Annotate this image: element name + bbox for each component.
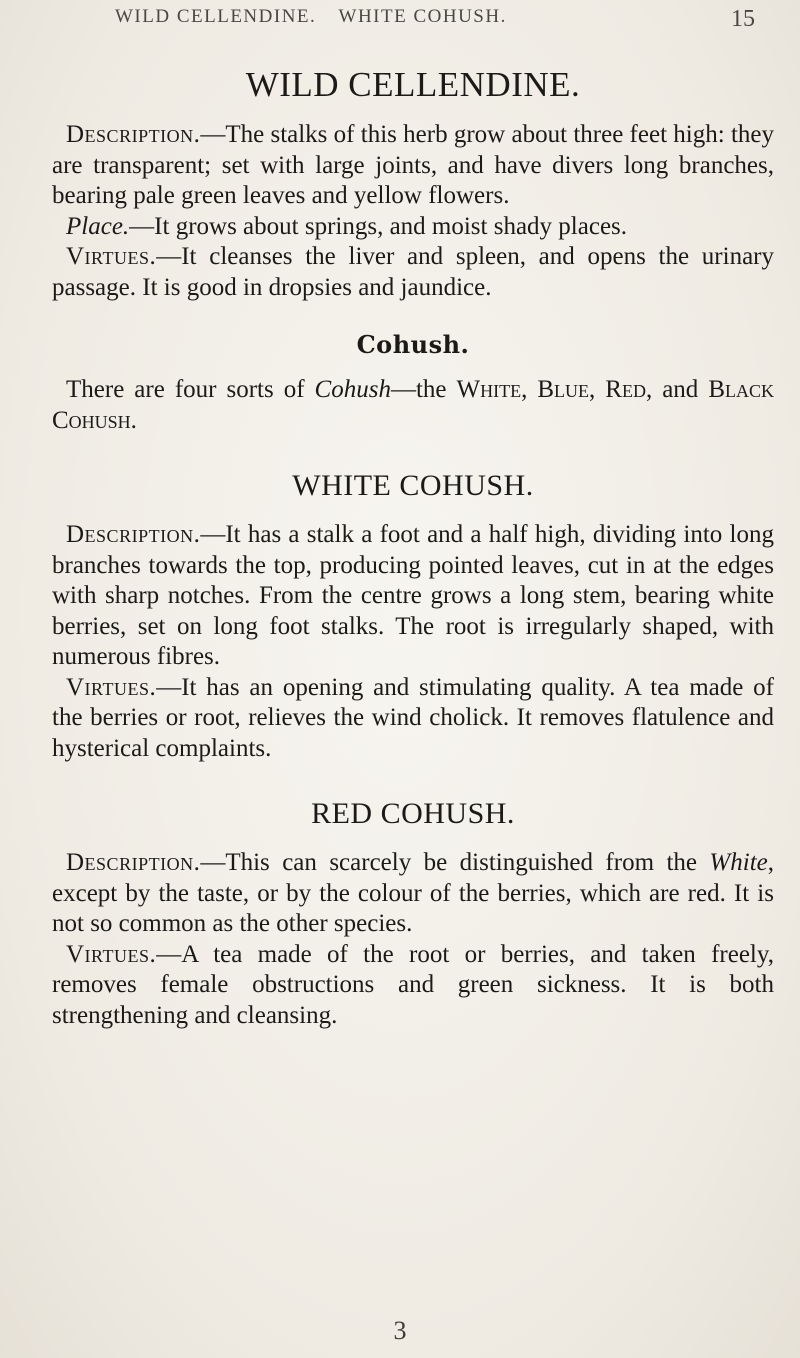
signature-mark: 3 [393,1316,407,1345]
description-label: Description. [66,849,201,876]
red-cohush-virtues [52,940,774,1032]
virtues-text: —It has an opening and stimulating quality. A tea made of the berries or root, relieves the wind cholick. It removes flatulence and hysterical complaints. [52,673,774,762]
place-label: Place. [66,212,130,240]
place-text: —It grows about springs, and moist shady places. [129,212,628,240]
description-text: —The stalks of this herb grow about three feet high: they are transparent; set with large joints, and have divers long branches, bearing pale green leaves and yellow flowers. [52,121,774,209]
red-cohush-title: RED COHUSH. [311,797,515,830]
virtues-label: Virtues. [66,673,157,701]
cohush-intro-after: —the [390,376,457,403]
virtues-text: —It cleanses the liver and spleen, and opens the urinary passage. It is good in dropsies and jaundice. [52,243,774,301]
description-after: , except by the taste, or by the colour of the berries, which are red. It is not so common as the other species. [52,849,774,937]
description-italic: White [709,849,768,876]
page-body [52,60,774,1031]
white-cohush-description [52,520,774,673]
virtues-label: Virtues. [66,940,157,968]
wild-cellendine-virtues [52,242,774,303]
page-number: 15 [731,6,755,32]
cohush-intro-black: Black Cohush. [52,376,774,434]
description-text: —It has a stalk a foot and a half high, dividing into long branches towards the top, producing pointed leaves, cut in at the edges with sharp notches. From the centre grows a long stem, bearing white berries, set on long foot stalks. The root is irregularly shaped, with numerous fibres. [52,521,774,670]
description-before: —This can scarcely be distinguished from the [200,849,710,876]
white-cohush-virtues [52,673,774,765]
cohush-intro-and: and [652,376,709,403]
red-cohush-description [52,848,774,940]
white-cohush-title: WHITE COHUSH. [292,469,534,502]
cohush-intro-sorts: White, Blue, Red, [456,376,653,403]
wild-cellendine-place [52,212,774,243]
cohush-intro-italic: Cohush [314,376,391,403]
wild-cellendine-title: WILD CELLENDINE. [245,65,581,104]
virtues-text: —A tea made of the root or berries, and taken freely, removes female obstructions and green sickness. It is both strengthening and cleansing. [52,940,774,1029]
running-head-left: WILD CELLENDINE. [115,6,317,27]
description-label: Description. [66,121,201,148]
virtues-label: Virtues. [66,243,157,270]
cohush-intro [52,375,774,436]
description-label: Description. [66,521,201,548]
cohush-intro-before: There are four sorts of [66,376,315,403]
running-head [115,6,755,32]
wild-cellendine-description [52,120,774,212]
cohush-heading: Cohush. [356,330,470,359]
running-head-right: WHITE COHUSH. [338,6,507,27]
